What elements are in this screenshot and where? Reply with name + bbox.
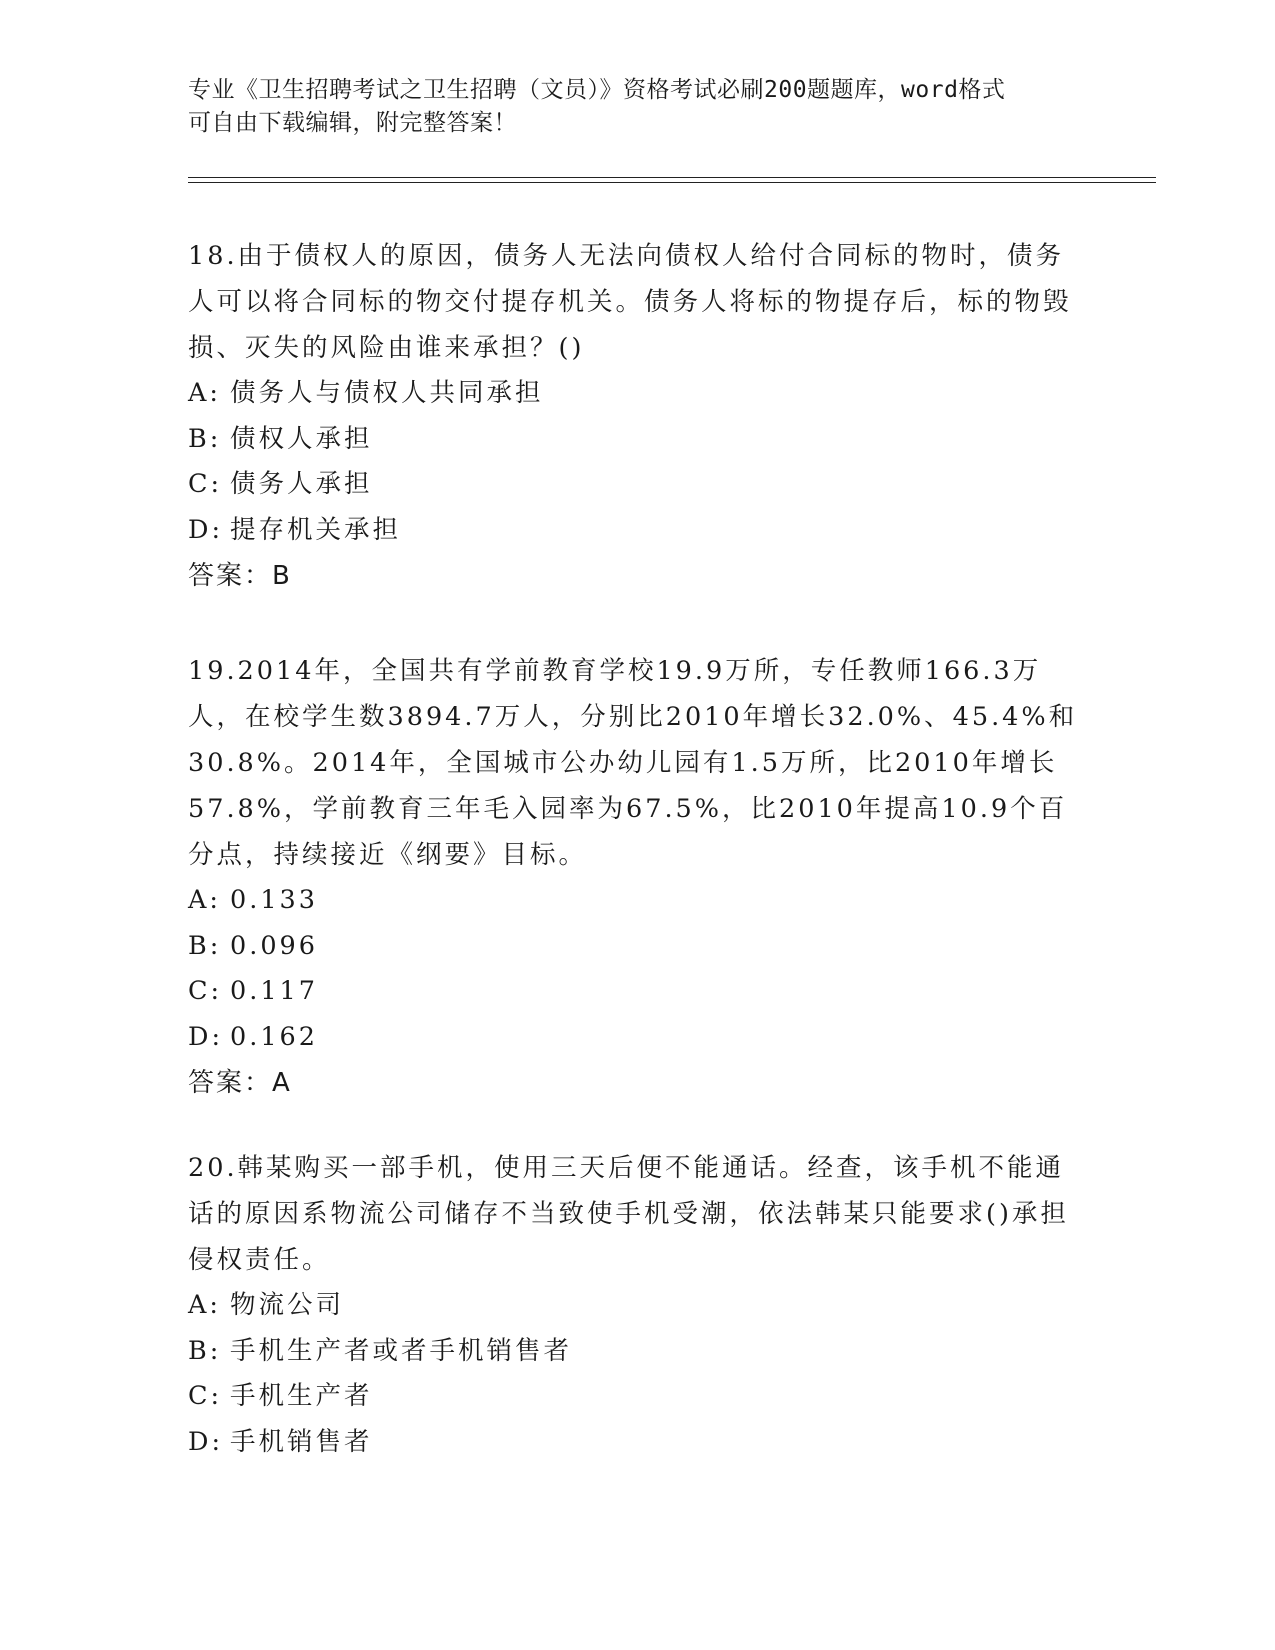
- option-key: D:: [188, 1021, 224, 1052]
- option-a: [188, 371, 1088, 417]
- option-key: A:: [188, 378, 222, 408]
- option-text: 债务人承担: [230, 469, 373, 499]
- option-d: [188, 1015, 1088, 1061]
- header-divider-bottom: [188, 182, 1156, 183]
- question-stem: 19.2014年，全国共有学前教育学校19.9万所，专任教师166.3万人，在校学生数3894.7万人，分别比2010年增长32.0%、45.4%和30.8%。2014年，全国城市公办幼儿园有1.5万所，比2010年增长57.8%，学前教育三年毛入园率为67.5%，比2010年提高10.9个百分点，持续接近《纲要》目标。: [188, 656, 1078, 870]
- option-key: B:: [188, 930, 222, 961]
- option-key: A:: [188, 885, 222, 915]
- option-text: 手机生产者或者手机销售者: [230, 1335, 573, 1366]
- option-a: [188, 1283, 1088, 1329]
- option-c: [188, 1374, 1088, 1420]
- option-text: 0.096: [230, 930, 319, 961]
- option-list: [188, 1283, 1088, 1465]
- option-key: D:: [188, 514, 224, 545]
- answer-line: 答案：A: [188, 1068, 292, 1098]
- option-a: [188, 878, 1088, 924]
- option-b: [188, 924, 1088, 970]
- option-b: [188, 417, 1088, 463]
- option-d: [188, 1420, 1088, 1466]
- header-divider-top: [188, 177, 1156, 178]
- header-line-2: 可自由下载编辑，附完整答案！: [188, 110, 517, 136]
- option-key: A:: [188, 1290, 222, 1320]
- option-text: 物流公司: [230, 1290, 345, 1320]
- option-text: 0.133: [230, 885, 319, 915]
- option-key: B:: [188, 1335, 222, 1366]
- option-text: 提存机关承担: [230, 514, 402, 545]
- document-header: [188, 74, 1088, 140]
- answer-line: 答案：B: [188, 561, 292, 591]
- question-19: [188, 648, 1088, 1106]
- option-list: [188, 878, 1088, 1060]
- question-18: [188, 233, 1088, 599]
- question-20: [188, 1145, 1088, 1465]
- option-text: 0.162: [230, 1021, 319, 1052]
- question-stem: 18.由于债权人的原因，债务人无法向债权人给付合同标的物时，债务人可以将合同标的物交付提存机关。债务人将标的物提存后，标的物毁损、灭失的风险由谁来承担？(): [188, 241, 1072, 363]
- option-key: C:: [188, 976, 223, 1006]
- option-text: 手机销售者: [230, 1426, 373, 1457]
- option-key: D:: [188, 1426, 224, 1457]
- option-key: C:: [188, 1381, 223, 1411]
- question-stem: 20.韩某购买一部手机，使用三天后便不能通话。经查，该手机不能通话的原因系物流公司储存不当致使手机受潮，依法韩某只能要求()承担侵权责任。: [188, 1153, 1069, 1275]
- option-text: 0.117: [230, 976, 319, 1006]
- option-text: 手机生产者: [230, 1381, 373, 1411]
- option-key: C:: [188, 469, 223, 499]
- option-text: 债权人承担: [230, 423, 373, 454]
- option-text: 债务人与债权人共同承担: [230, 378, 544, 408]
- option-key: B:: [188, 423, 222, 454]
- header-line-1: 专业《卫生招聘考试之卫生招聘（文员）》资格考试必刷200题题库，word格式: [188, 77, 1006, 103]
- option-c: [188, 969, 1088, 1015]
- option-b: [188, 1329, 1088, 1375]
- option-c: [188, 462, 1088, 508]
- option-d: [188, 508, 1088, 554]
- option-list: [188, 371, 1088, 553]
